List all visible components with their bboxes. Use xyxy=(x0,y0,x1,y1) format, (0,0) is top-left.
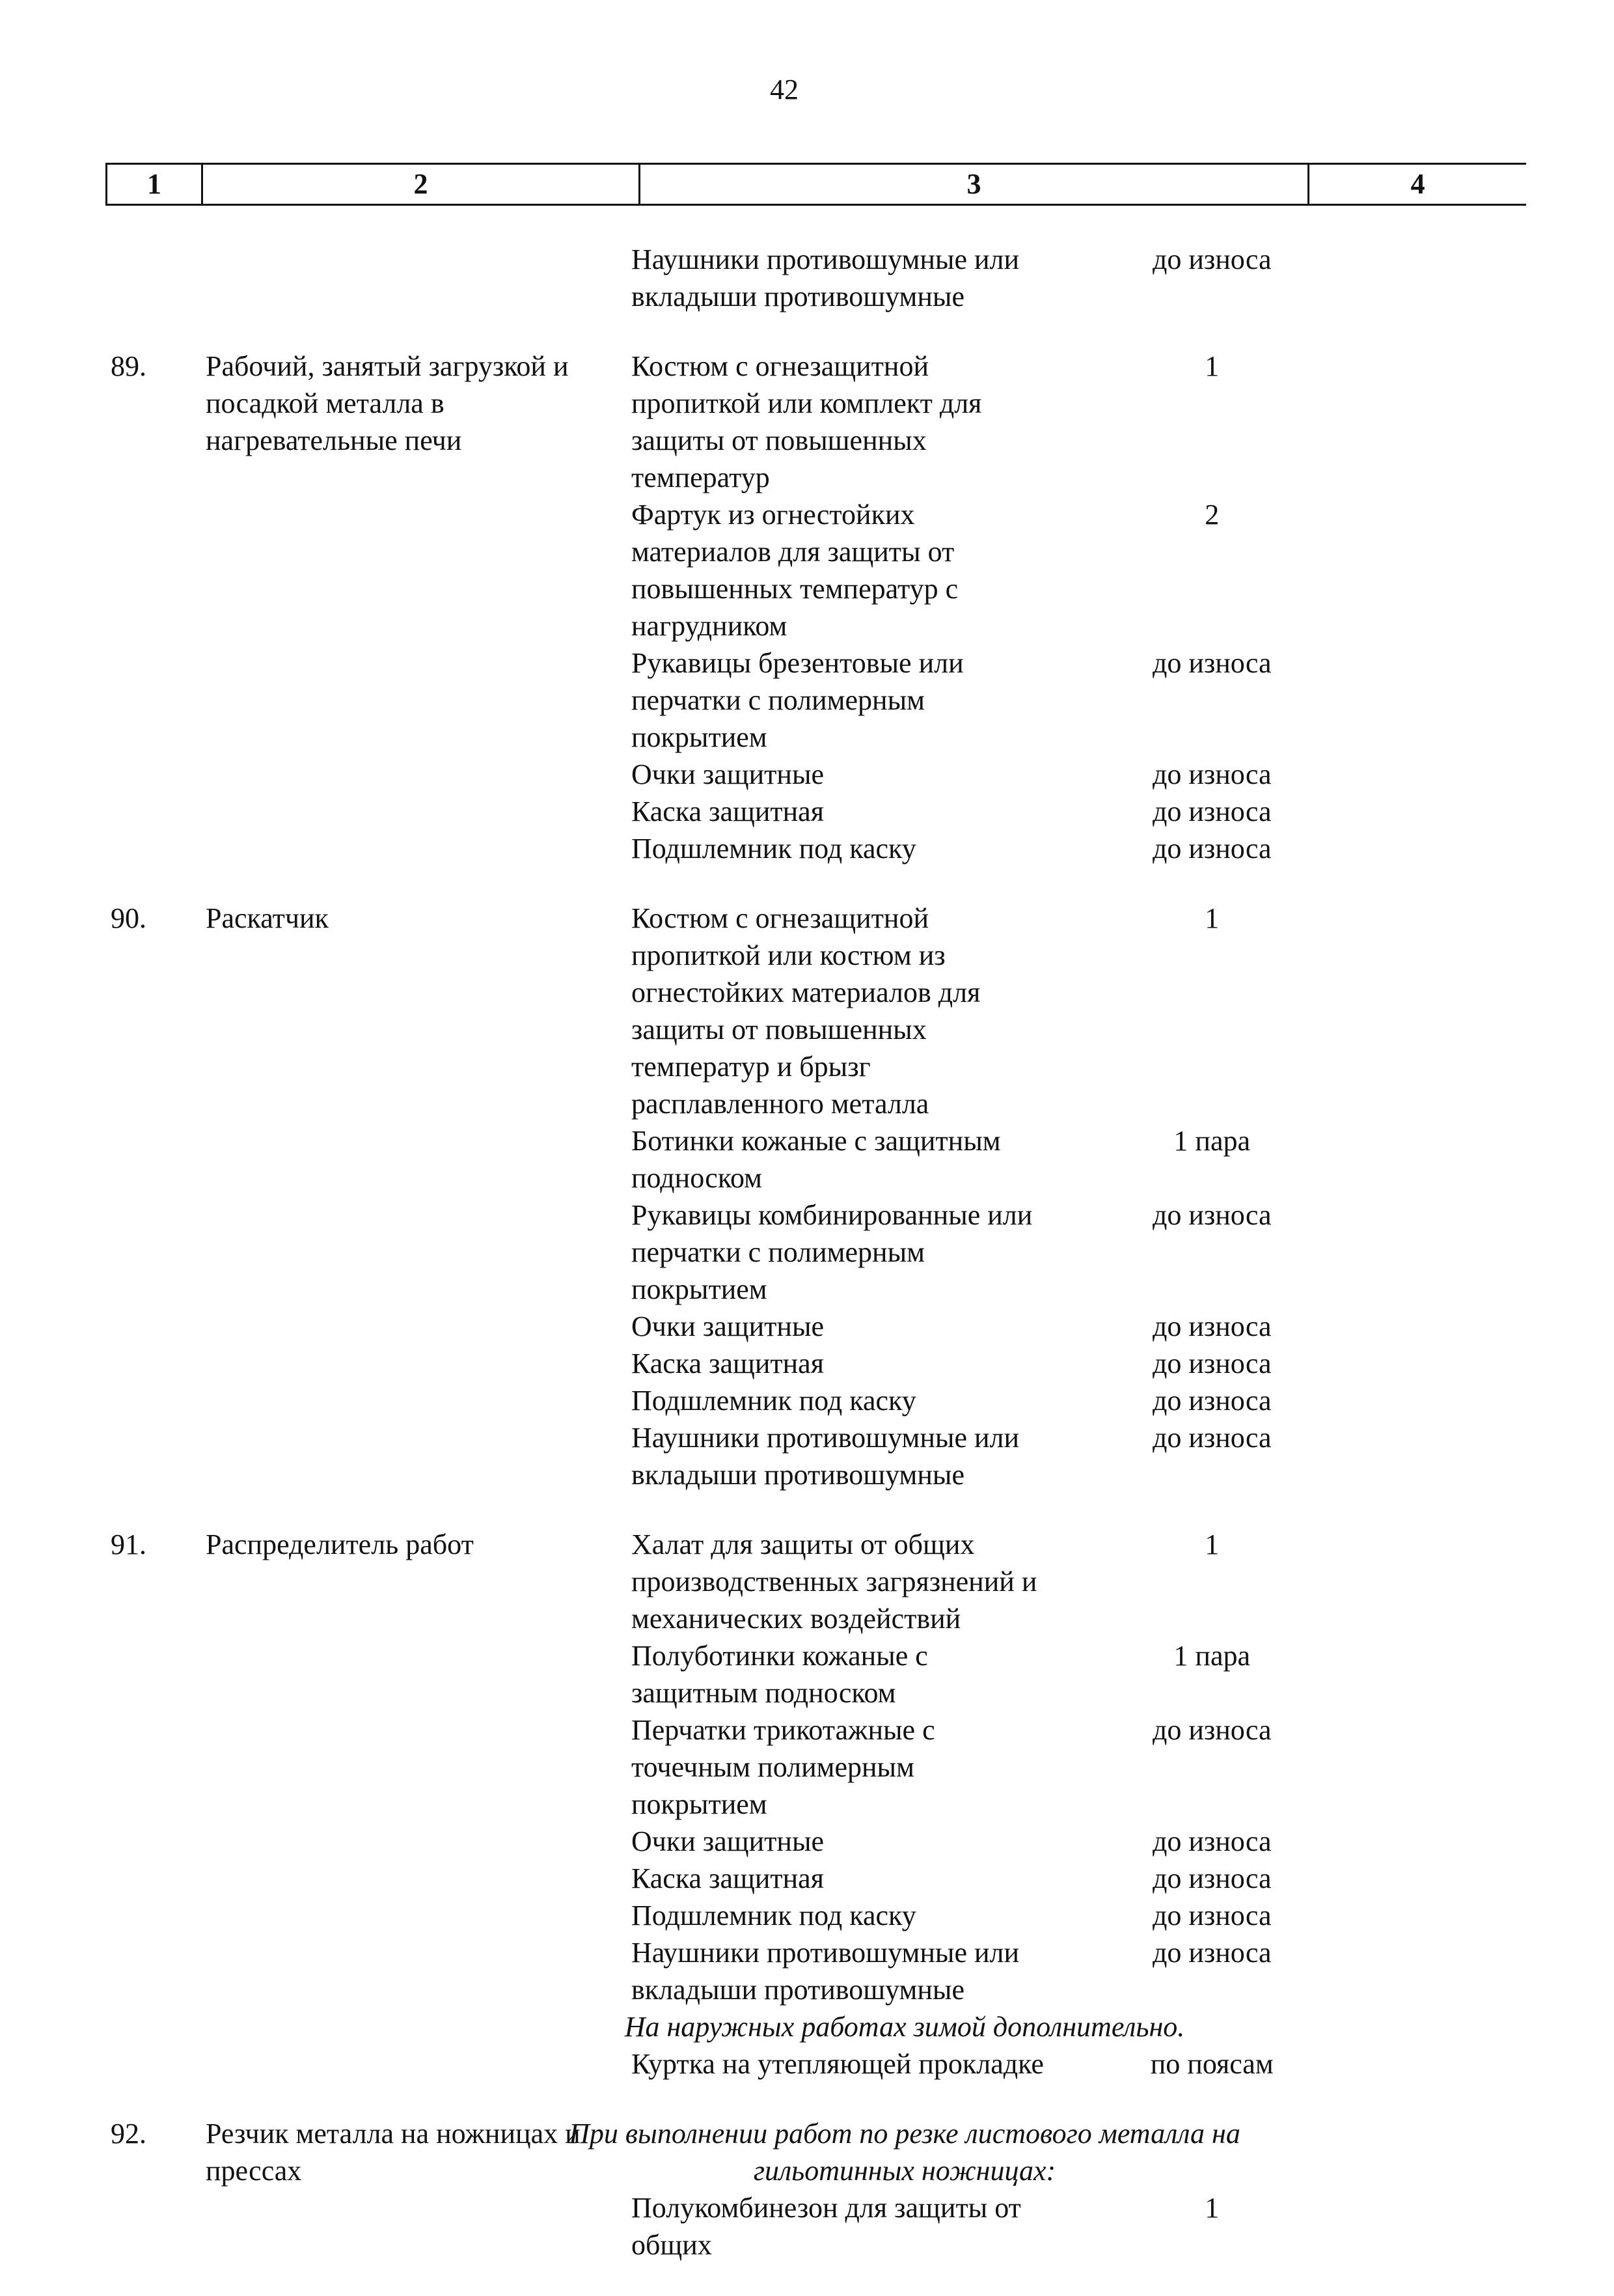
ppe-item xyxy=(631,348,1282,496)
ppe-item-term: 1 пара xyxy=(1173,1640,1251,1672)
ppe-item-term: до износа xyxy=(1152,758,1272,790)
ppe-item-term: до износа xyxy=(1152,795,1272,827)
ppe-list xyxy=(569,2115,1282,2263)
ppe-item-term: до износа xyxy=(1152,1937,1272,1969)
ppe-item-name: Подшлемник под каску xyxy=(631,1900,916,1931)
ppe-item-name: Каска защитная xyxy=(631,795,824,827)
table-row xyxy=(0,1526,1614,2082)
ppe-item xyxy=(631,1637,1282,1711)
ppe-list xyxy=(624,1526,1282,2082)
occupation-name: Распределитель работ xyxy=(206,1528,474,1560)
ppe-item xyxy=(631,1823,1282,1860)
ppe-item xyxy=(631,496,1282,644)
ppe-item xyxy=(631,1308,1282,1345)
ppe-item-name: Очки защитные xyxy=(631,1310,825,1342)
ppe-item-term: 1 xyxy=(1205,902,1220,934)
ppe-item-name: Рукавицы комбинированные или перчатки с полимерным покрытием xyxy=(631,1199,1033,1305)
ppe-item xyxy=(631,830,1282,867)
ppe-item-term: до износа xyxy=(1152,1310,1272,1342)
ppe-item-name: Фартук из огнестойких материалов для защиты от повышенных температур с нагрудником xyxy=(631,499,959,642)
ppe-item xyxy=(631,1382,1282,1419)
occupation-name: Рабочий, занятый загрузкой и посадкой металла в нагревательные печи xyxy=(206,350,569,456)
ppe-item-term: до износа xyxy=(1152,647,1272,679)
ppe-item xyxy=(631,1934,1282,2008)
ppe-item xyxy=(631,1196,1282,1308)
ppe-item xyxy=(631,900,1282,1122)
ppe-item-name: Очки защитные xyxy=(631,758,825,790)
ppe-list xyxy=(631,348,1282,867)
ppe-item-name: Подшлемник под каску xyxy=(631,1385,916,1417)
ppe-item-name: Наушники противошумные или вкладыши противошумные xyxy=(631,243,1020,312)
ppe-item-name: Подшлемник под каску xyxy=(631,833,916,864)
ppe-item-term: до износа xyxy=(1152,1385,1272,1417)
ppe-item xyxy=(631,2045,1282,2082)
ppe-item-name: Каска защитная xyxy=(631,1348,824,1379)
ppe-item-name: Перчатки трикотажные с точечным полимерным покрытием xyxy=(631,1714,935,1820)
ppe-item-term: до износа xyxy=(1152,1348,1272,1379)
ppe-item-name: Рукавицы брезентовые или перчатки с полимерным покрытием xyxy=(631,647,964,753)
ppe-item-term: 1 пара xyxy=(1173,1125,1251,1157)
ppe-item-term: до износа xyxy=(1152,1900,1272,1931)
ppe-item xyxy=(631,1711,1282,1823)
ppe-item-term: 2 xyxy=(1205,499,1220,531)
row-number: 92. xyxy=(111,2118,146,2150)
ppe-item xyxy=(631,1345,1282,1382)
page-number: 42 xyxy=(770,74,799,105)
table-row xyxy=(0,2115,1614,2263)
ppe-item-name: Полуботинки кожаные с защитным подноском xyxy=(631,1640,928,1709)
ppe-item-name: Очки защитные xyxy=(631,1825,825,1857)
header-col-1: 1 xyxy=(107,165,203,204)
ppe-item-term: по поясам xyxy=(1150,2048,1274,2080)
table-row xyxy=(0,241,1614,315)
row-spacer xyxy=(0,315,1614,348)
occupation-name: Резчик металла на ножницах и прессах xyxy=(206,2118,581,2187)
row-spacer xyxy=(0,2082,1614,2115)
ppe-item-name: Ботинки кожаные с защитным подноском xyxy=(631,1125,1001,1194)
ppe-item-term: 1 xyxy=(1205,2192,1220,2224)
ppe-item-name: Куртка на утепляющей прокладке xyxy=(631,2048,1044,2080)
ppe-item-name: Каска защитная xyxy=(631,1862,824,1894)
ppe-list xyxy=(631,241,1282,315)
ppe-item-name: Костюм с огнезащитной пропиткой или костюм из огнестойких материалов для защиты от повышенных температур и брызг расплавленного металла xyxy=(631,902,981,1120)
header-col-2: 2 xyxy=(203,165,640,204)
table-row xyxy=(0,348,1614,867)
ppe-item-term: до износа xyxy=(1152,1714,1272,1746)
row-spacer xyxy=(0,867,1614,900)
row-number: 89. xyxy=(111,350,146,382)
ppe-item-term: до износа xyxy=(1152,1199,1272,1231)
ppe-item-term: до износа xyxy=(1152,1825,1272,1857)
ppe-item-name: Наушники противошумные или вкладыши противошумные xyxy=(631,1422,1020,1491)
ppe-item-term: до износа xyxy=(1152,1862,1272,1894)
table-row xyxy=(0,900,1614,1493)
condition-note: На наружных работах зимой дополнительно. xyxy=(624,2011,1185,2043)
ppe-item xyxy=(631,2189,1282,2263)
ppe-item xyxy=(631,644,1282,756)
occupation-name: Раскатчик xyxy=(206,902,329,934)
ppe-item xyxy=(631,756,1282,793)
ppe-item xyxy=(631,1526,1282,1637)
ppe-item xyxy=(631,1860,1282,1897)
ppe-list xyxy=(631,900,1282,1493)
ppe-item xyxy=(631,241,1282,315)
ppe-item-term: до износа xyxy=(1152,243,1272,275)
ppe-item xyxy=(631,1897,1282,1934)
ppe-item-name: Костюм с огнезащитной пропиткой или комплект для защиты от повышенных температур xyxy=(631,350,982,493)
ppe-item-term: 1 xyxy=(1205,1528,1220,1560)
condition-note: При выполнении работ по резке листового металла на гильотинных ножницах: xyxy=(569,2118,1240,2187)
table-body xyxy=(0,241,1614,2296)
table-header xyxy=(105,163,1526,206)
ppe-item xyxy=(631,793,1282,830)
ppe-item-term: 1 xyxy=(1205,350,1220,382)
ppe-item-name: Полукомбинезон для защиты от общих xyxy=(631,2192,1021,2261)
ppe-item-name: Наушники противошумные или вкладыши противошумные xyxy=(631,1937,1020,2006)
header-col-3: 3 xyxy=(640,165,1309,204)
row-spacer xyxy=(0,1493,1614,1526)
ppe-item-name: Халат для защиты от общих производственных загрязнений и механических воздействий xyxy=(631,1528,1037,1635)
ppe-item xyxy=(631,1419,1282,1493)
ppe-item-term: до износа xyxy=(1152,833,1272,864)
row-spacer xyxy=(0,2263,1614,2296)
ppe-item xyxy=(631,1122,1282,1196)
ppe-item-term: до износа xyxy=(1152,1422,1272,1454)
header-col-4: 4 xyxy=(1410,168,1425,200)
row-number: 91. xyxy=(111,1528,146,1560)
row-number: 90. xyxy=(111,902,146,934)
